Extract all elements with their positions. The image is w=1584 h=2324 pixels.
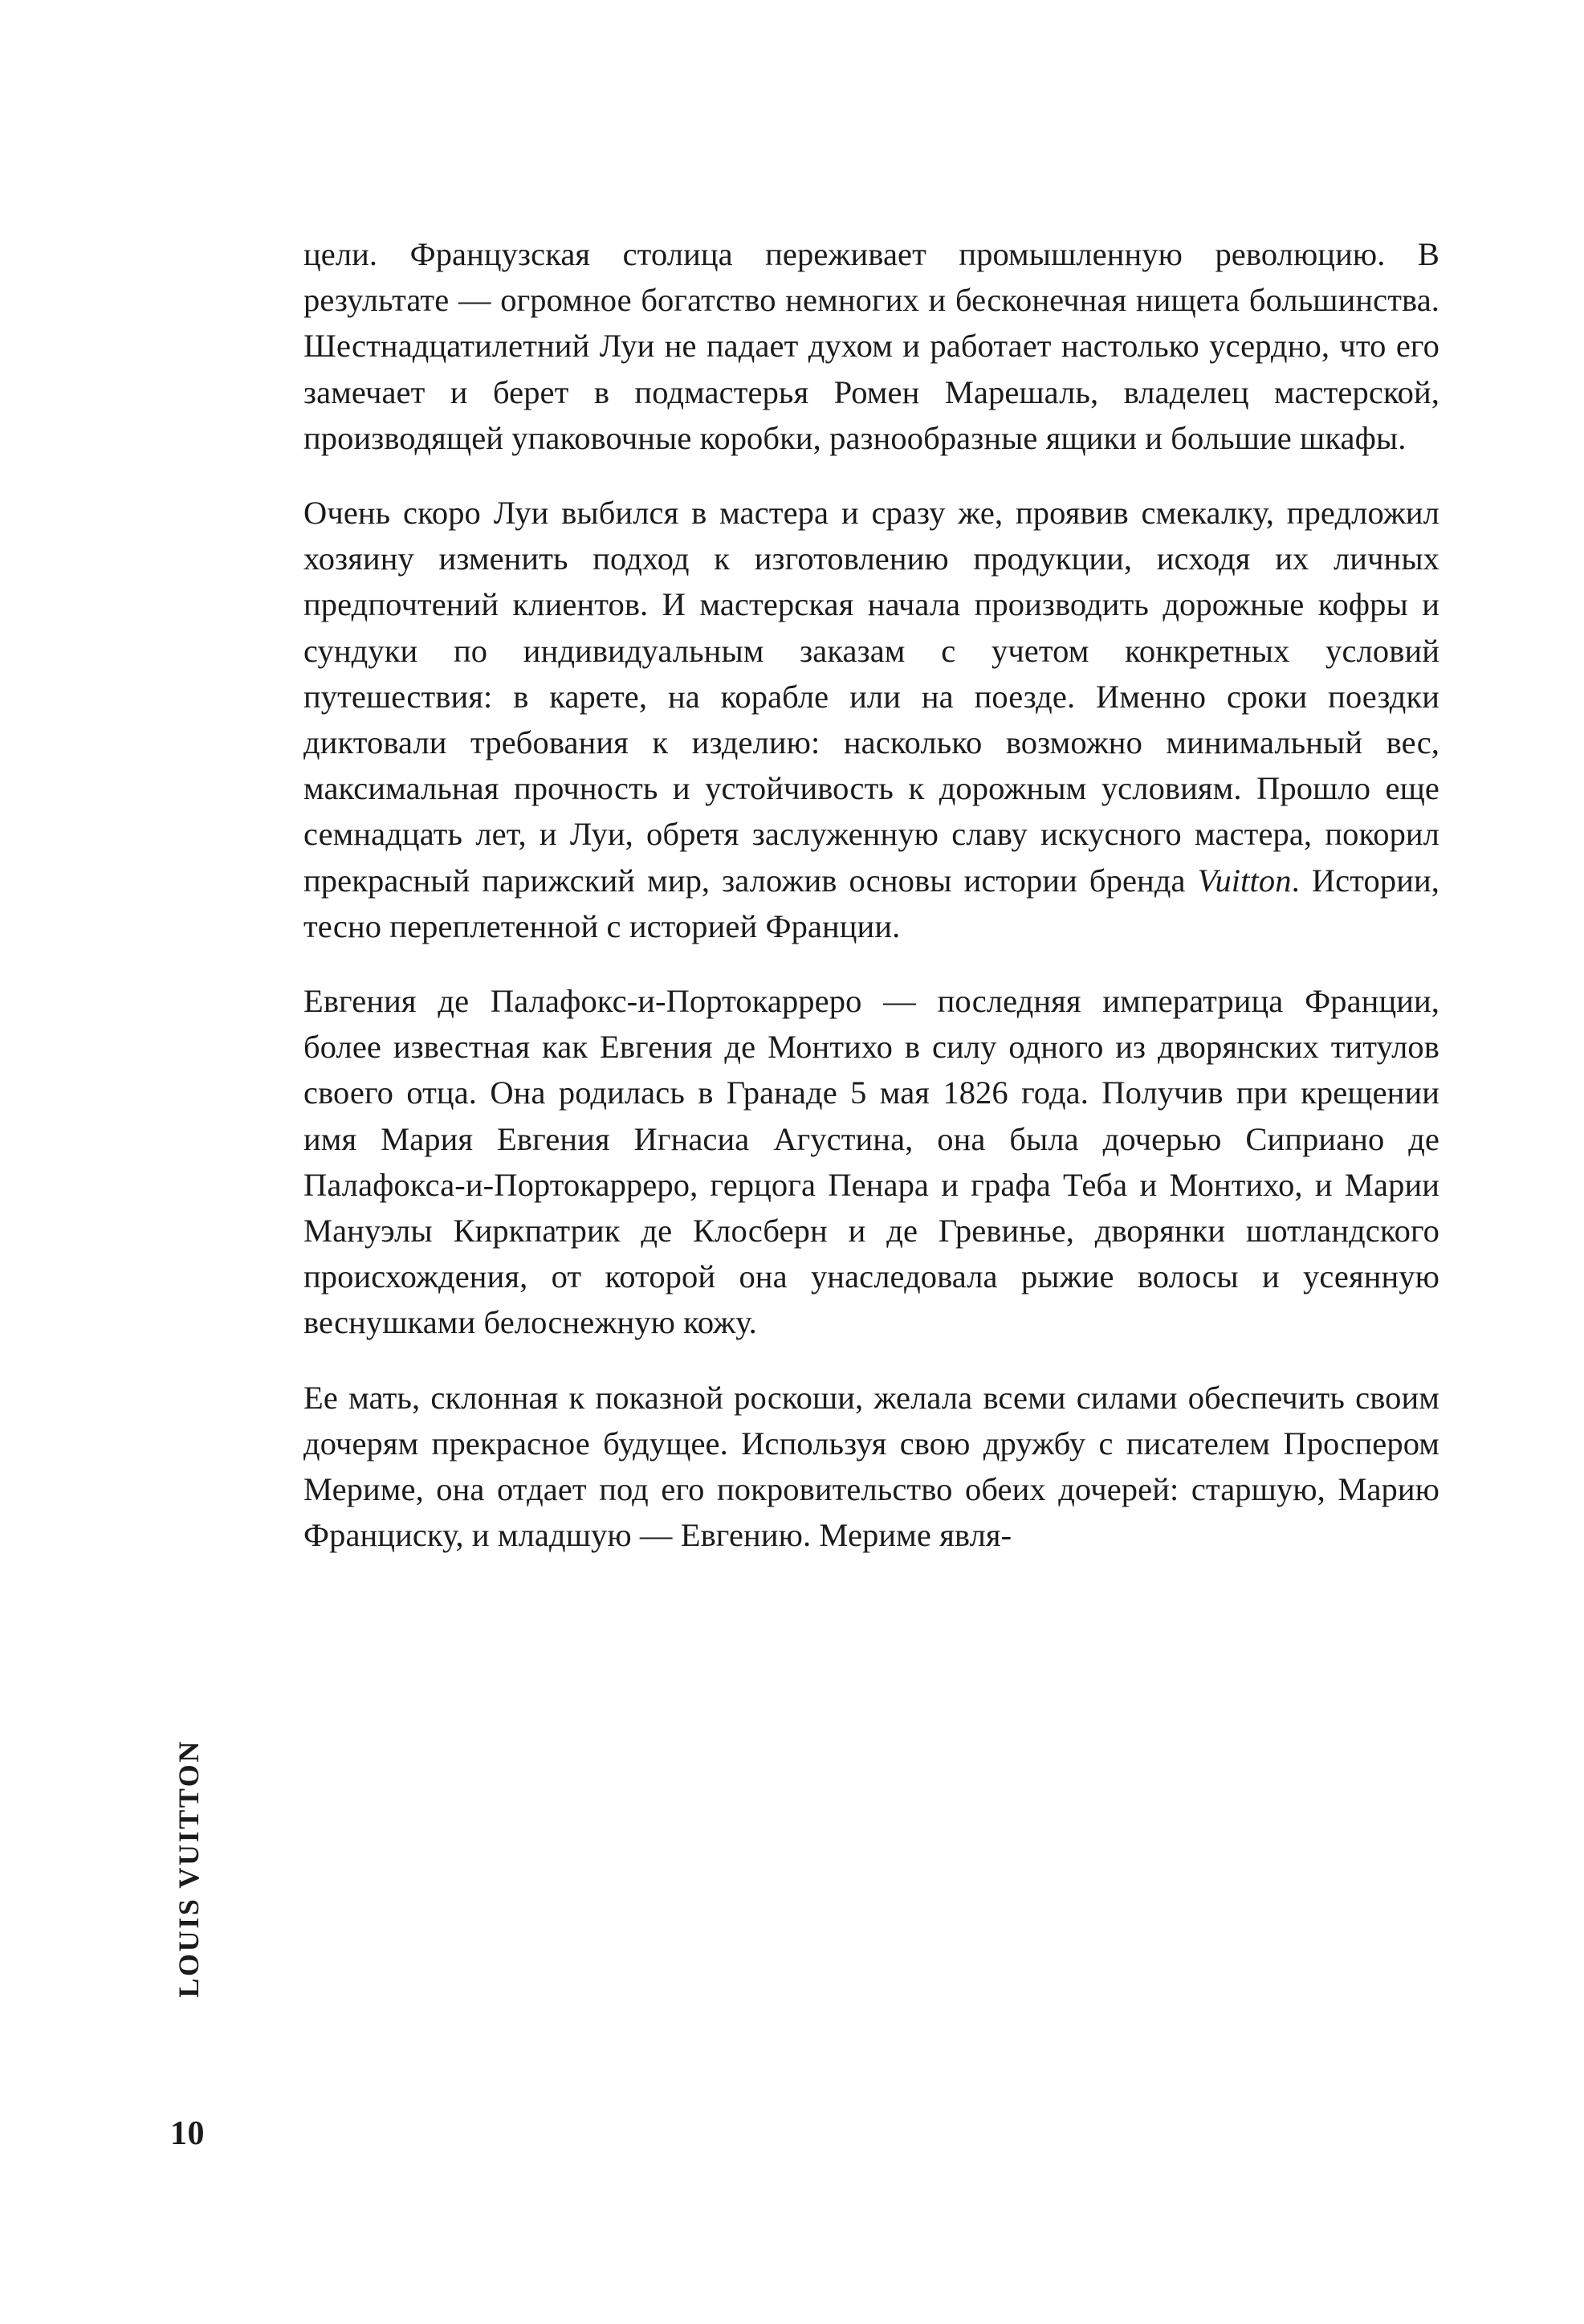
- paragraph-2-text-after-italic: . Истории, тесно переплетенной с историей Франции.: [303, 862, 1439, 944]
- brand-name-italic: Vuitton: [1197, 862, 1292, 899]
- body-paragraph-1: цели. Французская столица переживает промышленную революцию. В результате — огромное богатство немногих и бесконечная нищета большинства. Шестнадцатилетний Луи не падает духом и работает настолько усердно, что его замечает и берет в подмастерья Ромен Марешаль, владелец мастерской, производящей упаковочные коробки, разнообразные ящики и большие шкафы.: [303, 236, 1439, 456]
- body-paragraph-4: Ее мать, склонная к показной роскоши, желала всеми силами обеспечить своим дочерям прекрасное будущее. Используя свою дружбу с писателем Проспером Мериме, она отдает под его покровительство обеих дочерей: старшую, Марию Франциску, и младшую — Евгению. Мериме явля-: [303, 1379, 1439, 1554]
- page-number: 10: [170, 2115, 205, 2152]
- body-paragraph-2: [303, 490, 1439, 949]
- body-text-column: [303, 231, 1439, 1558]
- paragraph-2-text-before-italic: Очень скоро Луи выбился в мастера и сразу же, проявив смекалку, предложил хозяину изменить подход к изготовлению продукции, исходя их личных предпочтений клиентов. И мастерская начала производить дорожные кофры и сундуки по индивидуальным заказам с учетом конкретных условий путешествия: в карете, на корабле или на поезде. Именно сроки поездки диктовали требования к изделию: насколько возможно минимальный вес, максимальная прочность и устойчивость к дорожным условиям. Прошло еще семнадцать лет, и Луи, обретя заслуженную славу искусного мастера, покорил прекрасный парижский мир, заложив основы истории бренда: [303, 495, 1439, 899]
- body-paragraph-3: Евгения де Палафокс-и-Портокарреро — последняя императрица Франции, более известная как Евгения де Монтихо в силу одного из дворянских титулов своего отца. Она родилась в Гранаде 5 мая 1826 года. Получив при крещении имя Мария Евгения Игнасиа Агустина, она была дочерью Сиприано де Палафокса-и-Портокарреро, герцога Пенара и графа Теба и Монтихо, и Марии Мануэлы Киркпатрик де Клосберн и де Гревинье, дворянки шотландского происхождения, от которой она унаследовала рыжие волосы и усеянную веснушками белоснежную кожу.: [303, 983, 1439, 1341]
- running-head: [170, 1645, 207, 1998]
- running-head-label: LOUIS VUITTON: [173, 1739, 205, 1998]
